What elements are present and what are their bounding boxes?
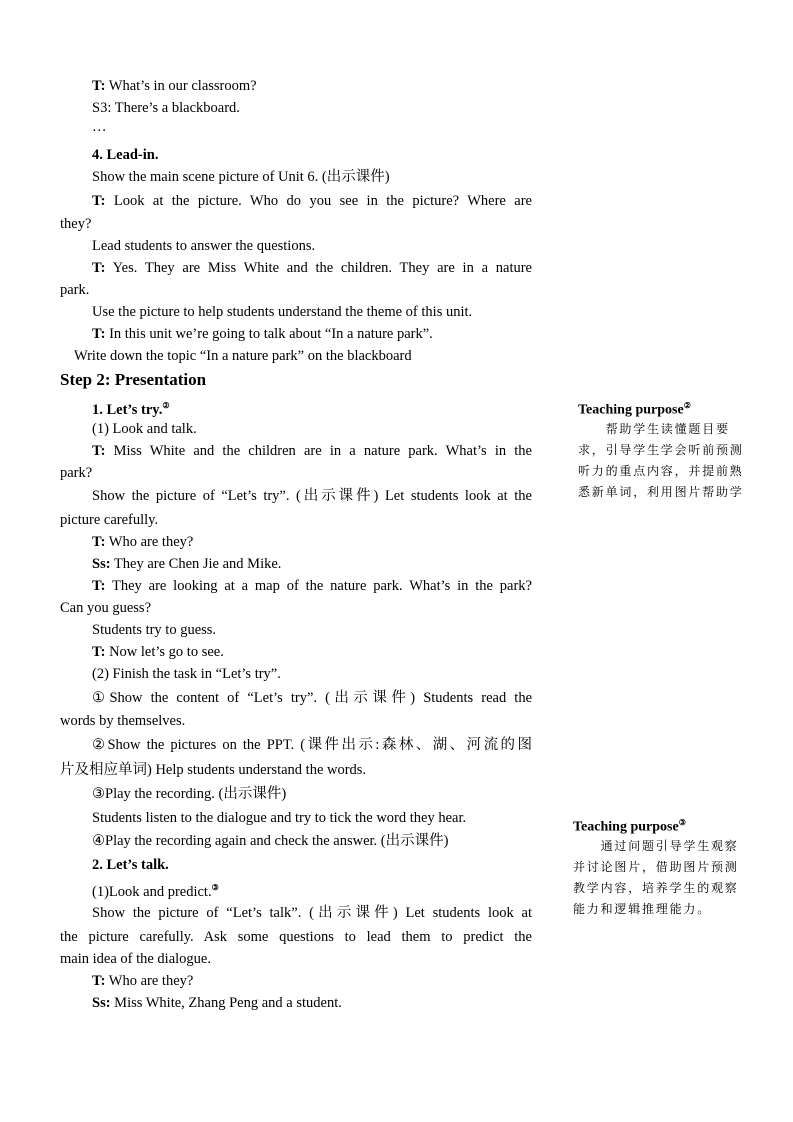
section-heading-lead-in: 4. Lead-in. bbox=[92, 147, 159, 163]
body-text: main idea of the dialogue. bbox=[60, 951, 211, 967]
body-text: ④Play the recording again and check the answer. (出示课件) bbox=[92, 833, 449, 849]
body-text: words by themselves. bbox=[60, 713, 186, 729]
body-text: Show the picture of “Let’s talk”. (出示课件) Let students look at bbox=[92, 905, 532, 921]
dialogue-line: Ss: Miss White, Zhang Peng and a student. bbox=[92, 995, 342, 1011]
side-note-title: Teaching purpose② bbox=[578, 401, 691, 418]
ellipsis: … bbox=[92, 119, 107, 135]
body-text: Lead students to answer the questions. bbox=[92, 238, 316, 254]
body-text: ②Show the pictures on the PPT. (课件出示:森林、湖、河流的图 bbox=[92, 737, 532, 753]
body-text: Can you guess? bbox=[60, 600, 152, 616]
body-text: 片及相应单词) Help students understand the words. bbox=[60, 762, 367, 778]
dialogue-line: Ss: They are Chen Jie and Mike. bbox=[92, 556, 282, 572]
footnote-marker: ② bbox=[162, 401, 170, 410]
body-text: Students listen to the dialogue and try to tick the word they hear. bbox=[92, 810, 467, 826]
body-text: Students try to guess. bbox=[92, 622, 217, 638]
body-text: ①Show the content of “Let’s try”. (出示课件) Students read the bbox=[92, 690, 532, 706]
body-text: (2) Finish the task in “Let’s try”. bbox=[92, 666, 281, 682]
body-text: picture carefully. bbox=[60, 512, 159, 528]
side-note-title: Teaching purpose③ bbox=[573, 818, 686, 835]
dialogue-line: T: In this unit we’re going to talk about “In a nature park”. bbox=[92, 326, 433, 342]
body-text: park? bbox=[60, 465, 93, 481]
dialogue-line: T: Look at the picture. Who do you see in the picture? Where are bbox=[92, 193, 532, 209]
body-text: ③Play the recording. (出示课件) bbox=[92, 786, 287, 802]
dialogue-line: T: Who are they? bbox=[92, 973, 194, 989]
dialogue-line: T: Who are they? bbox=[92, 534, 194, 550]
footnote-marker: ③ bbox=[678, 818, 686, 827]
dialogue-line: T: Now let’s go to see. bbox=[92, 644, 224, 660]
body-text: Show the picture of “Let’s try”. (出示课件) Let students look at the bbox=[92, 488, 532, 504]
footnote-marker: ② bbox=[683, 401, 691, 410]
body-text: Use the picture to help students understand the theme of this unit. bbox=[92, 304, 473, 320]
side-note-body: 帮助学生读懂题目要求，引导学生学会听前预测听力的重点内容，并提前熟悉新单词，利用图片帮助学 bbox=[578, 422, 744, 499]
section-heading-lets-try: 1. Let’s try.② bbox=[92, 401, 170, 418]
side-note-body: 通过问题引导学生观察并讨论图片，借助图片预测教学内容，培养学生的观察能力和逻辑推理能力。 bbox=[573, 839, 739, 916]
dialogue-line: T: Yes. They are Miss White and the children. They are in a nature bbox=[92, 260, 532, 276]
dialogue-line: T: They are looking at a map of the nature park. What’s in the park? bbox=[92, 578, 532, 594]
body-text: Write down the topic “In a nature park” on the blackboard bbox=[74, 348, 412, 364]
body-text: (1)Look and predict.③ bbox=[92, 883, 219, 900]
body-text: the picture carefully. Ask some questions to lead them to predict the bbox=[60, 929, 532, 945]
section-heading-lets-talk: 2. Let’s talk. bbox=[92, 857, 169, 873]
body-text: park. bbox=[60, 282, 90, 298]
dialogue-line: T: Miss White and the children are in a nature park. What’s in the bbox=[92, 443, 532, 459]
dialogue-line: S3: There’s a blackboard. bbox=[92, 100, 240, 116]
body-text: (1) Look and talk. bbox=[92, 421, 197, 437]
body-text: Show the main scene picture of Unit 6. (出示课件) bbox=[92, 169, 390, 185]
footnote-marker: ③ bbox=[211, 883, 219, 892]
dialogue-line: T: What’s in our classroom? bbox=[92, 78, 257, 94]
step-heading: Step 2: Presentation bbox=[60, 370, 207, 389]
body-text: they? bbox=[60, 216, 92, 232]
